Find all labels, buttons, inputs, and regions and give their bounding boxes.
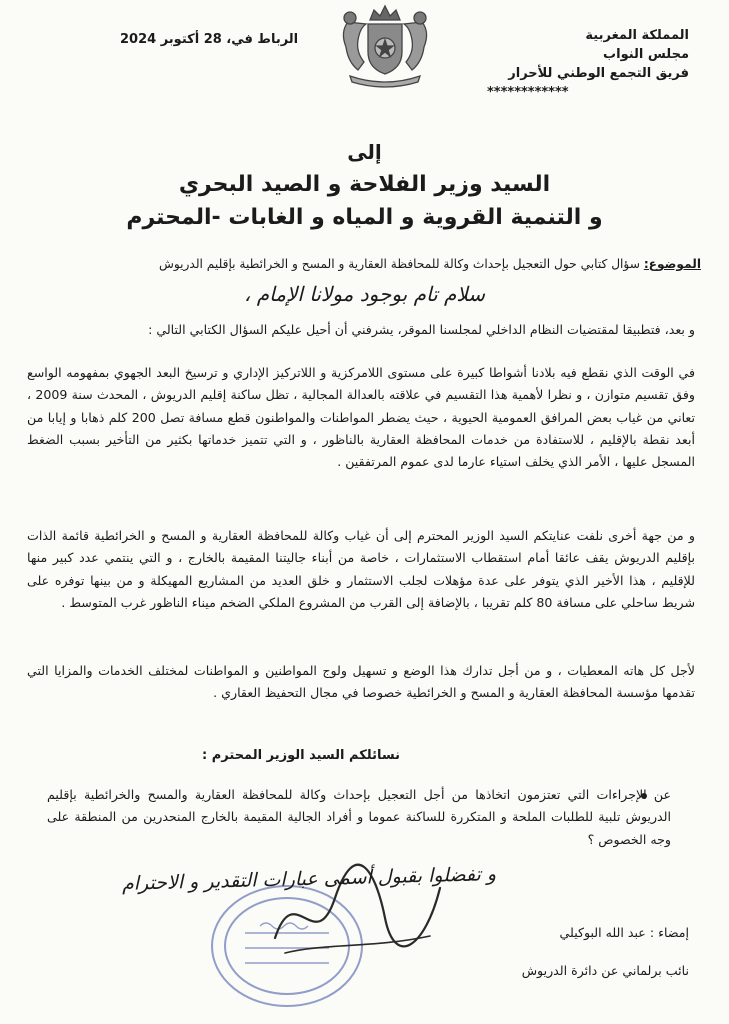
- question-title: نسائلكم السيد الوزير المحترم :: [202, 748, 400, 763]
- body-paragraph: في الوقت الذي نقطع فيه بلادنا أشواطا كبيرة على مستوى اللامركزية و اللاتركيز الإداري و ترسيخ البعد الجهوي بمفهومه الواسع وفق تقسيم متوازن ، و نظرا لأهمية هذا التقسيم في علاقته بالعدالة المجالية ، تظل ساكنة إقليم الدريوش ، المحدث سنة 2009 ، تعاني من غياب بعض المرافق العمومية الحيوية ، حيث يضطر المواطنات والمواطنون قطع مسافة تصل 200 كلم ذهابا و إيابا من أبعد نقطة بالإقليم ، للاستفادة من خدمات المحافظة العقارية بالناظور ، و التي تتميز خدماتها بكثير من التأخير بسبب الضغط المسجل عليها ، الأمر الذي يخلف استياء عارما لدى عموم المرتفقين .: [27, 365, 695, 470]
- place-date: الرباط في، 28 أكتوبر 2024: [120, 32, 299, 47]
- chamber-name: مجلس النواب: [603, 47, 689, 62]
- intro-sentence: و بعد، فتطبيقا لمقتضيات النظام الداخلي لمجلسنا الموقر، يشرفني أن أحيل عليكم السؤال الكتابي التالي :: [148, 322, 695, 337]
- subject-label: الموضوع:: [643, 257, 701, 271]
- question-text: عن الإجراءات التي تعتزمون اتخاذها من أجل التعجيل بإحداث وكالة للمحافظة العقارية والمسح والخرائطية بإقليم الدريوش تلبية للطلبات الملحة و المتكررة للساكنة عموما و أفراد الجالية المقيمة بالخارج المنحدرين من المنطقة على وجه الخصوص ؟: [47, 787, 671, 847]
- greeting: سلام تام بوجود مولانا الإمام ،: [243, 282, 486, 306]
- addressee-to: إلى: [347, 140, 382, 164]
- signatory-name: إمضاء : عبد الله البوكيلي: [559, 925, 689, 940]
- royal-emblem-icon: [330, 2, 440, 88]
- body-paragraph: و من جهة أخرى نلفت عنايتكم السيد الوزير المحترم إلى أن غياب وكالة للمحافظة العقارية و المسح و الخرائطية قائمة الذات بإقليم الدريوش يقف عائقا أمام استقطاب الاستثمارات ، خاصة من أبناء جاليتنا المقيمة بالخارج ، و التي ينتمي عدد كبير منها للإقليم ، هذا الأخير الذي يتوفر على عدة مؤهلات لجلب الاستثمار و خلق العديد من المشاريع المهيكلة و من بينها توفره على شريط ساحلي على مسافة 80 كلم تقريبا ، بالإضافة إلى القرب من المشروع الملكي الضخم ميناء الناظور غرب المتوسط .: [27, 528, 695, 610]
- addressee-line-2: و التنمية القروية و المياه و الغابات -المحترم: [126, 205, 603, 230]
- separator-stars: ************: [487, 85, 569, 100]
- body-paragraph: لأجل كل هاته المعطيات ، و من أجل تدارك هذا الوضع و تسهيل ولوج المواطنين و المواطنات لمختلف الخدمات والمزايا التي تقدمها مؤسسة المحافظة العقارية و المسح و الخرائطية خصوصا في مجال التحفيظ العقاري .: [27, 663, 695, 701]
- subject-line: [21, 257, 701, 271]
- letterhead: [479, 26, 689, 102]
- parliamentary-group: فريق التجمع الوطني للأحرار: [508, 66, 689, 81]
- subject-text: سؤال كتابي حول التعجيل بإحداث وكالة للمحافظة العقارية و المسح و الخرائطية بإقليم الدريوش: [158, 257, 644, 271]
- addressee-line-1: السيد وزير الفلاحة و الصيد البحري: [178, 172, 551, 197]
- signatory-title: نائب برلماني عن دائرة الدريوش: [521, 963, 689, 978]
- kingdom-name: المملكة المغربية: [585, 28, 689, 43]
- closing-formula: و تفضلوا بقبول أسمى عبارات التقدير و الاحترام: [121, 863, 497, 895]
